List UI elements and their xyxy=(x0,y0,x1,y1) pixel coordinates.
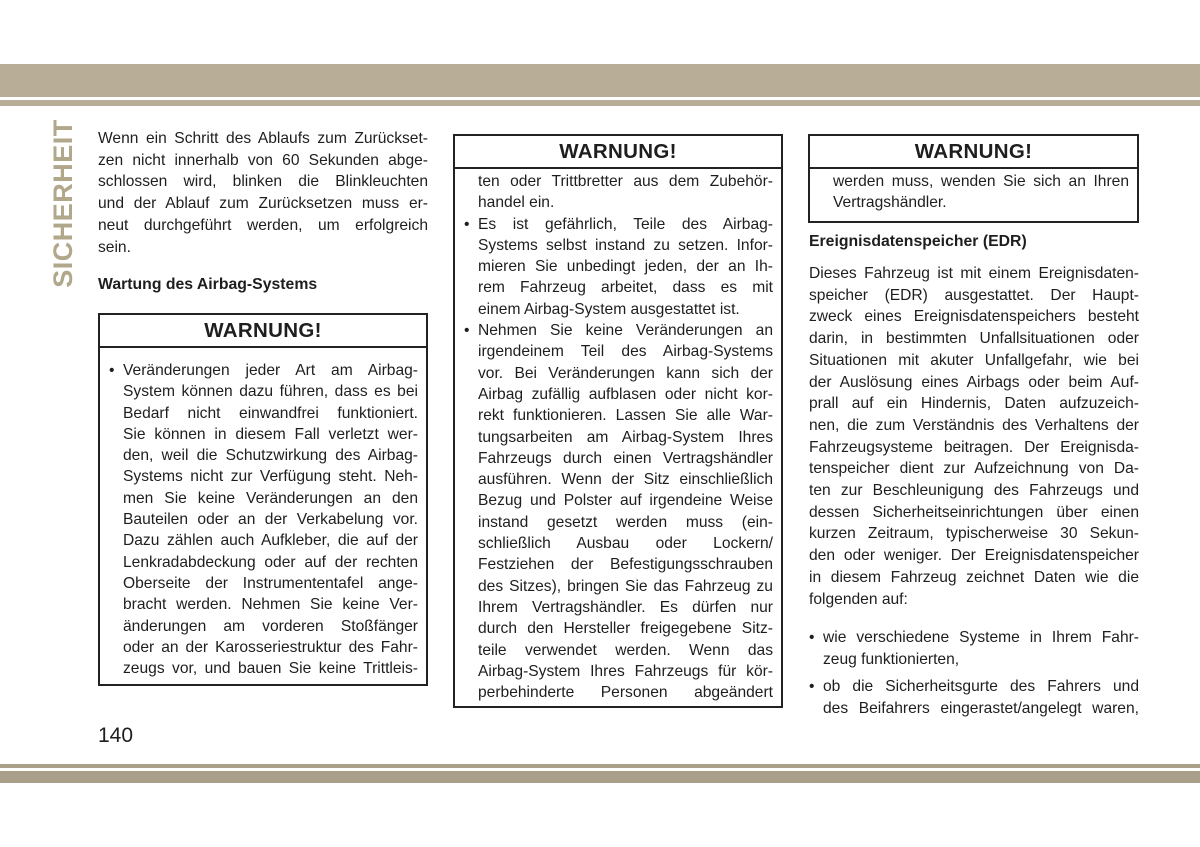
text-line: zeugs vor, und bauen Sie keine Trittleis- xyxy=(123,660,418,678)
text-line: irgendeinem Teil des Airbag-Systems xyxy=(478,343,773,361)
warning-body xyxy=(810,169,1137,214)
edr-bullet-list xyxy=(809,627,1139,720)
text-line: sein. xyxy=(98,238,131,256)
text-line: Fahrzeugs durch einen Vertragshändler xyxy=(478,449,773,467)
text-line: darin, in bestimmten Unfallsituationen oder xyxy=(809,330,1139,348)
text-line: einem Airbag-System ausgestattet ist. xyxy=(478,300,740,318)
footer-band xyxy=(0,771,1200,783)
text-line: Veränderungen jeder Art am Airbag- xyxy=(123,362,418,379)
warning-title: WARNUNG! xyxy=(455,136,781,169)
text-line: Bezug und Polster auf irgendeine Weise xyxy=(478,492,773,510)
text-line: Bedarf nicht einwandfrei funktioniert. xyxy=(123,404,418,422)
text-line: schließlich Ausbau oder Lockern/ xyxy=(478,535,773,553)
text-line: der Auslösung eines Airbags oder beim Auf- xyxy=(809,373,1139,391)
text-line: perbehinderte Personen abgeändert xyxy=(478,684,773,702)
text-line: Airbag zufällig aufblasen oder nicht kor- xyxy=(478,385,773,403)
text-line: Systems nicht zur Verfügung steht. Neh- xyxy=(123,468,418,486)
text-line: werden muss, wenden Sie sich an Ihren xyxy=(833,173,1129,190)
text-line: Festziehen der Befestigungsschrauben xyxy=(478,556,773,574)
text-line: Vertragshändler. xyxy=(833,194,947,212)
intro-paragraph xyxy=(98,128,428,258)
text-line: zeug funktionierten, xyxy=(823,650,960,668)
text-line: folgenden auf: xyxy=(809,590,908,608)
bullet-marker: • xyxy=(809,678,815,696)
page-number: 140 xyxy=(98,724,134,747)
bullet-item xyxy=(464,320,773,703)
text-line: und der Ablauf zum Zurücksetzen muss er- xyxy=(98,195,428,213)
text-line: kurzen Zeitraum, typischerweise 30 Sekun- xyxy=(809,525,1139,543)
bullet-marker: • xyxy=(809,629,815,646)
bullet-marker: • xyxy=(464,215,470,233)
warning-box xyxy=(453,134,783,708)
text-line: speicher (EDR) ausgestattet. Der Haupt- xyxy=(809,286,1139,304)
section-tab xyxy=(47,118,79,288)
text-line: ausführen. Wenn der Sitz einschließlich xyxy=(478,471,773,489)
warning-body xyxy=(455,169,781,703)
warning-body xyxy=(100,348,426,679)
bullet-marker: • xyxy=(464,322,470,340)
section-heading: Ereignisdatenspeicher (EDR) xyxy=(809,233,1027,250)
text-line: Dieses Fahrzeug ist mit einem Ereignisdaten- xyxy=(809,265,1139,282)
text-line: vor. Bei Veränderungen kann sich der xyxy=(478,364,773,382)
warning-box xyxy=(98,313,428,686)
warning-title: WARNUNG! xyxy=(100,315,426,348)
text-line: ten zur Beschleunigung des Fahrzeugs und xyxy=(809,482,1139,500)
text-line: rem Fahrzeug arbeitet, dass es mit xyxy=(478,279,773,297)
text-line: Bauteilen oder an der Verkabelung vor. xyxy=(123,511,418,529)
text-line: instand gesetzt werden muss (ein- xyxy=(478,513,773,531)
text-line: durch den Hersteller freigegebene Sitz- xyxy=(478,620,773,638)
warning-box xyxy=(808,134,1139,223)
bullet-item xyxy=(109,360,418,679)
footer-rule xyxy=(0,764,1200,768)
bullet-marker: • xyxy=(109,362,115,379)
header-band xyxy=(0,64,1200,97)
text-line: mieren Sie unbedingt jeden, der an Ih- xyxy=(478,258,773,276)
text-line: zen nicht innerhalb von 60 Sekunden abge- xyxy=(98,151,428,169)
text-line: ob die Sicherheitsgurte des Fahrers und xyxy=(823,678,1139,696)
text-line: rekt funktionieren. Lassen Sie alle War- xyxy=(478,407,773,425)
section-heading: Wartung des Airbag-Systems xyxy=(98,276,318,293)
list-item xyxy=(809,627,1139,670)
continued-text xyxy=(478,171,773,214)
text-line: den oder weniger. Der Ereignisdatenspeicher xyxy=(809,547,1139,565)
text-line: in diesem Fahrzeug zeichnet Daten wie die xyxy=(809,568,1139,586)
text-line: Dazu zählen auch Aufkleber, die auf der xyxy=(123,532,418,550)
text-line: prall auf ein Hindernis, Daten aufzuzeich- xyxy=(809,395,1139,413)
text-line: Airbag-System Ihres Fahrzeugs für kör- xyxy=(478,662,773,680)
text-line: tungsarbeiten am Airbag-System Ihres xyxy=(478,428,773,446)
text-line: wie verschiedene Systeme in Ihrem Fahr- xyxy=(823,629,1139,646)
text-line: Systems selbst instand zu setzen. Infor- xyxy=(478,236,773,254)
text-line: Fahrzeugsysteme beitragen. Der Ereignisda- xyxy=(809,438,1139,456)
text-line: bracht werden. Nehmen Sie keine Ver- xyxy=(123,596,418,614)
text-line: Situationen mit akuter Unfallgefahr, wie bei xyxy=(809,351,1139,369)
text-line: nen, die zum Verständnis des Verhaltens der xyxy=(809,416,1139,434)
text-line: schlossen wird, blinken die Blinkleuchten xyxy=(98,173,428,191)
text-line: oder an der Karosseriestruktur des Fahr- xyxy=(123,638,418,656)
text-line: Lenkradabdeckung oder auf der rechten xyxy=(123,553,418,571)
text-line: zweck eines Ereignisdatenspeichers besteht xyxy=(809,308,1139,326)
text-line: Sie können in diesem Fall verletzt wer- xyxy=(123,425,418,443)
text-line: Wenn ein Schritt des Ablaufs zum Zurückset- xyxy=(98,130,428,147)
text-line: änderungen am vorderen Stoßfänger xyxy=(123,617,418,635)
list-item xyxy=(809,676,1139,719)
text-line: tenspeicher dient zur Aufzeichnung von Da- xyxy=(809,460,1139,478)
warning-title: WARNUNG! xyxy=(810,136,1137,169)
text-line: Nehmen Sie keine Veränderungen an xyxy=(478,322,773,340)
text-line: des Beifahrers eingerastet/angelegt waren, xyxy=(823,700,1139,718)
text-line: teile verwendet werden. Wenn das xyxy=(478,641,773,659)
text-line: des Sitzes), bringen Sie das Fahrzeug zu xyxy=(478,577,773,595)
text-line: ten oder Trittbretter aus dem Zubehör- xyxy=(478,173,773,190)
text-line: men Sie keine Veränderungen an den xyxy=(123,489,418,507)
edr-paragraph xyxy=(809,263,1139,610)
section-tab-label: SICHERHEIT xyxy=(47,118,78,288)
text-line: handel ein. xyxy=(478,194,555,212)
text-line: neut durchgeführt werden, um erfolgreich xyxy=(98,216,428,234)
bullet-item xyxy=(464,214,773,320)
header-rule xyxy=(0,100,1200,106)
text-line: dessen Sicherheitseinrichtungen über einen xyxy=(809,503,1139,521)
text-line: den, weil die Schutzwirkung des Airbag- xyxy=(123,447,418,465)
text-line: System können dazu führen, dass es bei xyxy=(123,383,418,401)
text-line: Ihrem Vertragshändler. Es dürfen nur xyxy=(478,598,773,616)
text-line: Es ist gefährlich, Teile des Airbag- xyxy=(478,215,773,233)
text-line: Oberseite der Instrumententafel ange- xyxy=(123,574,418,592)
